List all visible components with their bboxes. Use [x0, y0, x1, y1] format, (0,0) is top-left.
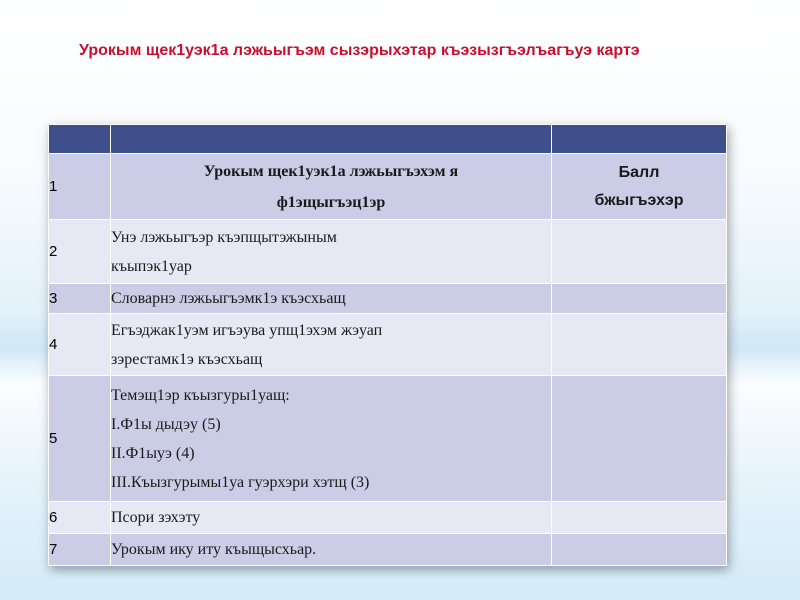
header-band-cell — [552, 125, 727, 154]
table-row — [49, 314, 727, 376]
slide-title: Урокым щек1уэк1а лэжьыгъэм сызэрыхэтар къэзызгъэлъагъуэ картэ — [79, 42, 640, 59]
score-header-line: бжыгъэхэр — [594, 191, 684, 209]
row-number: 6 — [49, 502, 111, 534]
row-number: 7 — [49, 534, 111, 566]
row-number: 1 — [49, 154, 111, 220]
task-line: Егъэджак1уэм игъэува упщ1эхэм жэуап — [111, 321, 383, 339]
table-row — [49, 284, 727, 314]
task-header-line: Урокым щек1уэк1а лэжьыгъэхэм я — [203, 162, 459, 180]
task-line: Темэщ1эр къызгуры1уащ: — [111, 386, 290, 404]
row-number: 3 — [49, 284, 111, 314]
task-line: I.Ф1ы дыдэу (5) — [111, 415, 221, 433]
task-cell — [111, 502, 552, 534]
task-line: къыпэк1уар — [111, 257, 192, 275]
score-cell — [552, 534, 727, 566]
table-header-band — [49, 125, 727, 154]
evaluation-table — [48, 124, 727, 566]
table-row — [49, 376, 727, 502]
column-header-row — [49, 154, 727, 220]
header-band-cell — [111, 125, 552, 154]
score-cell — [552, 314, 727, 376]
task-cell — [111, 376, 552, 502]
score-cell — [552, 284, 727, 314]
task-line: Псори зэхэту — [111, 509, 201, 526]
task-cell — [111, 534, 552, 566]
task-cell — [111, 284, 552, 314]
row-number: 2 — [49, 220, 111, 284]
score-column-header — [552, 154, 727, 220]
row-number: 4 — [49, 314, 111, 376]
task-cell — [111, 220, 552, 284]
task-line: II.Ф1ыуэ (4) — [111, 444, 195, 462]
score-cell — [552, 376, 727, 502]
task-line: Урокым ику иту къыщысхьар. — [111, 541, 317, 558]
table-row — [49, 220, 727, 284]
table-row — [49, 534, 727, 566]
task-line: Унэ лэжьыгъэр къэпщытэжыным — [111, 228, 337, 246]
score-header-line: Балл — [618, 163, 660, 181]
task-column-header — [111, 154, 552, 220]
task-line: зэрестамк1э къэсхьащ — [111, 350, 263, 368]
row-number: 5 — [49, 376, 111, 502]
task-header-line: ф1эщыгъэц1эр — [276, 193, 386, 211]
task-line: III.Къызгурымы1уа гуэрхэри хэтщ (3) — [111, 473, 370, 491]
table-row — [49, 502, 727, 534]
task-cell — [111, 314, 552, 376]
task-line: Словарнэ лэжьыгъэмк1э къэсхьащ — [111, 290, 346, 307]
score-cell — [552, 502, 727, 534]
header-band-cell — [49, 125, 111, 154]
score-cell — [552, 220, 727, 284]
